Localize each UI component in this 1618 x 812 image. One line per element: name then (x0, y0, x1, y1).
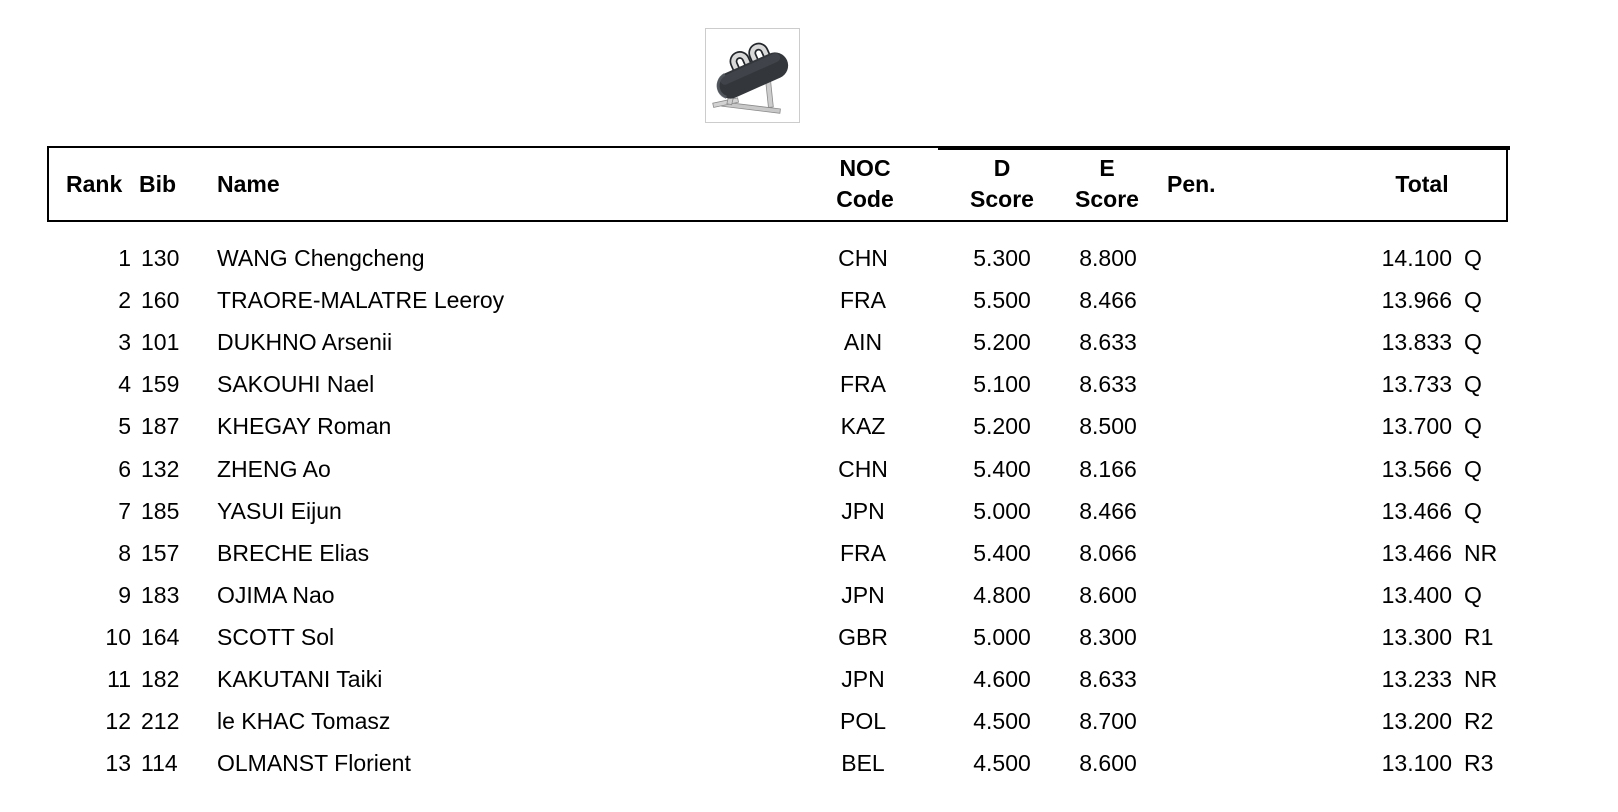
name-cell: KHEGAY Roman (217, 413, 392, 440)
e-score-cell: 8.066 (1079, 539, 1137, 566)
rank-cell: 2 (118, 287, 131, 314)
e-score-cell: 8.800 (1079, 245, 1137, 271)
table-row (0, 490, 1618, 532)
pen-cell (1150, 532, 1230, 574)
total-cell: 13.400 (1381, 581, 1452, 608)
name-cell: TRAORE-MALATRE Leeroy (217, 287, 505, 314)
table-row (0, 658, 1618, 700)
col-header-d-line1: D (993, 155, 1011, 181)
e-score-cell: 8.500 (1079, 413, 1137, 440)
qualification-cell: Q (1464, 245, 1482, 271)
table-row (0, 616, 1618, 658)
name-cell: le KHAC Tomasz (217, 708, 391, 735)
total-cell: 13.833 (1381, 329, 1452, 356)
total-cell: 13.200 (1381, 708, 1452, 735)
d-score-cell: 5.500 (973, 287, 1031, 314)
qualification-cell: Q (1464, 581, 1482, 608)
total-cell: 14.100 (1381, 245, 1452, 271)
e-score-cell: 8.633 (1079, 329, 1137, 356)
qualification-cell: R2 (1464, 708, 1494, 735)
noc-cell: POL (839, 708, 887, 735)
pen-cell (1150, 448, 1230, 490)
rank-cell: 4 (118, 371, 131, 398)
pen-cell (1150, 237, 1230, 279)
rank-cell: 13 (105, 750, 131, 777)
noc-cell: AIN (843, 329, 883, 356)
e-score-cell: 8.633 (1079, 666, 1137, 692)
pen-cell (1150, 279, 1230, 321)
rank-cell: 7 (118, 497, 131, 524)
noc-cell: BEL (841, 750, 885, 777)
d-score-cell: 5.400 (973, 455, 1031, 482)
rank-cell: 5 (118, 413, 131, 440)
bib-cell: 160 (141, 287, 180, 314)
col-header-name: Name (217, 171, 280, 197)
bib-cell: 183 (141, 581, 180, 608)
bib-cell: 114 (141, 750, 178, 777)
qualification-cell: Q (1464, 497, 1482, 524)
bib-cell: 132 (141, 455, 180, 482)
total-cell: 13.233 (1381, 666, 1452, 692)
rank-cell: 12 (105, 708, 131, 735)
name-cell: KAKUTANI Taiki (217, 666, 383, 692)
e-score-cell: 8.633 (1079, 371, 1137, 398)
rank-cell: 3 (118, 329, 131, 356)
e-score-cell: 8.600 (1079, 750, 1137, 777)
total-cell: 13.700 (1381, 413, 1452, 440)
col-header-e-line2: Score (1075, 186, 1139, 212)
noc-cell: KAZ (840, 413, 886, 440)
bib-cell: 182 (141, 666, 180, 692)
noc-cell: CHN (838, 455, 888, 482)
e-score-cell: 8.300 (1079, 623, 1137, 650)
name-cell: DUKHNO Arsenii (217, 329, 393, 356)
bib-cell: 157 (141, 539, 180, 566)
e-score-cell: 8.700 (1079, 708, 1137, 735)
table-row (0, 574, 1618, 616)
noc-cell: FRA (840, 539, 886, 566)
d-score-cell: 5.300 (973, 245, 1031, 271)
d-score-cell: 5.000 (973, 623, 1031, 650)
table-row (0, 405, 1618, 447)
qualification-cell: R3 (1464, 750, 1494, 777)
d-score-cell: 5.200 (973, 413, 1031, 440)
d-score-cell: 4.500 (973, 708, 1031, 735)
name-cell: OLMANST Florient (217, 750, 411, 777)
noc-cell: JPN (841, 497, 885, 524)
pen-cell (1150, 363, 1230, 405)
pen-cell (1150, 700, 1230, 742)
table-row (0, 532, 1618, 574)
pen-cell (1150, 490, 1230, 532)
d-score-cell: 4.600 (973, 666, 1031, 692)
table-row (0, 321, 1618, 363)
col-header-bib: Bib (139, 171, 177, 197)
bib-cell: 159 (141, 371, 180, 398)
qualification-cell: Q (1464, 455, 1482, 482)
bib-cell: 212 (141, 708, 180, 735)
table-row (0, 237, 1618, 279)
noc-cell: JPN (841, 581, 885, 608)
qualification-cell: NR (1464, 539, 1498, 566)
pen-cell (1150, 616, 1230, 658)
d-score-cell: 4.800 (973, 581, 1031, 608)
d-score-cell: 5.000 (973, 497, 1031, 524)
col-header-noc-line1: NOC (839, 155, 891, 181)
noc-cell: JPN (841, 666, 885, 692)
bib-cell: 130 (141, 245, 180, 271)
d-score-cell: 5.400 (973, 539, 1031, 566)
col-header-rank: Rank (66, 171, 123, 197)
noc-cell: FRA (840, 287, 886, 314)
bib-cell: 187 (141, 413, 180, 440)
e-score-cell: 8.466 (1079, 287, 1137, 314)
name-cell: OJIMA Nao (217, 581, 335, 608)
col-header-noc-line2: Code (836, 186, 894, 212)
e-score-cell: 8.166 (1079, 455, 1137, 482)
table-row (0, 742, 1618, 784)
pen-cell (1150, 742, 1230, 784)
total-cell: 13.100 (1381, 750, 1452, 777)
table-row (0, 363, 1618, 405)
table-row (0, 448, 1618, 490)
noc-cell: GBR (838, 623, 888, 650)
name-cell: WANG Chengcheng (217, 245, 425, 271)
table-row (0, 700, 1618, 742)
total-cell: 13.733 (1381, 371, 1452, 398)
rank-cell: 11 (107, 666, 131, 692)
noc-cell: CHN (838, 245, 888, 271)
bib-cell: 101 (141, 329, 180, 356)
name-cell: ZHENG Ao (217, 455, 331, 482)
d-score-cell: 5.100 (973, 371, 1031, 398)
qualification-cell: NR (1464, 666, 1498, 692)
name-cell: SAKOUHI Nael (217, 371, 375, 398)
bib-cell: 185 (141, 497, 180, 524)
rank-cell: 1 (118, 245, 131, 271)
rank-cell: 6 (118, 455, 131, 482)
qualification-cell: Q (1464, 413, 1482, 440)
pen-cell (1150, 658, 1230, 700)
col-header-d-line2: Score (970, 186, 1034, 212)
bib-cell: 164 (141, 623, 180, 650)
rank-cell: 10 (105, 623, 131, 650)
qualification-cell: Q (1464, 371, 1482, 398)
qualification-cell: Q (1464, 287, 1482, 314)
pen-cell (1150, 574, 1230, 616)
total-cell: 13.466 (1381, 497, 1452, 524)
total-cell: 13.300 (1381, 623, 1452, 650)
pen-cell (1150, 405, 1230, 447)
name-cell: YASUI Eijun (217, 497, 342, 524)
total-cell: 13.466 (1381, 539, 1452, 566)
total-cell: 13.566 (1381, 455, 1452, 482)
rank-cell: 9 (118, 581, 131, 608)
qualification-cell: Q (1464, 329, 1482, 356)
col-header-e-line1: E (1099, 155, 1115, 181)
col-header-pen: Pen. (1167, 171, 1216, 197)
qualification-cell: R1 (1464, 623, 1494, 650)
rank-cell: 8 (118, 539, 131, 566)
name-cell: BRECHE Elias (217, 539, 370, 566)
e-score-cell: 8.600 (1079, 581, 1137, 608)
total-cell: 13.966 (1381, 287, 1452, 314)
e-score-cell: 8.466 (1079, 497, 1137, 524)
table-row (0, 279, 1618, 321)
d-score-cell: 5.200 (973, 329, 1031, 356)
col-header-total: Total (1395, 171, 1449, 197)
name-cell: SCOTT Sol (217, 623, 335, 650)
d-score-cell: 4.500 (973, 750, 1031, 777)
noc-cell: FRA (840, 371, 886, 398)
pen-cell (1150, 321, 1230, 363)
